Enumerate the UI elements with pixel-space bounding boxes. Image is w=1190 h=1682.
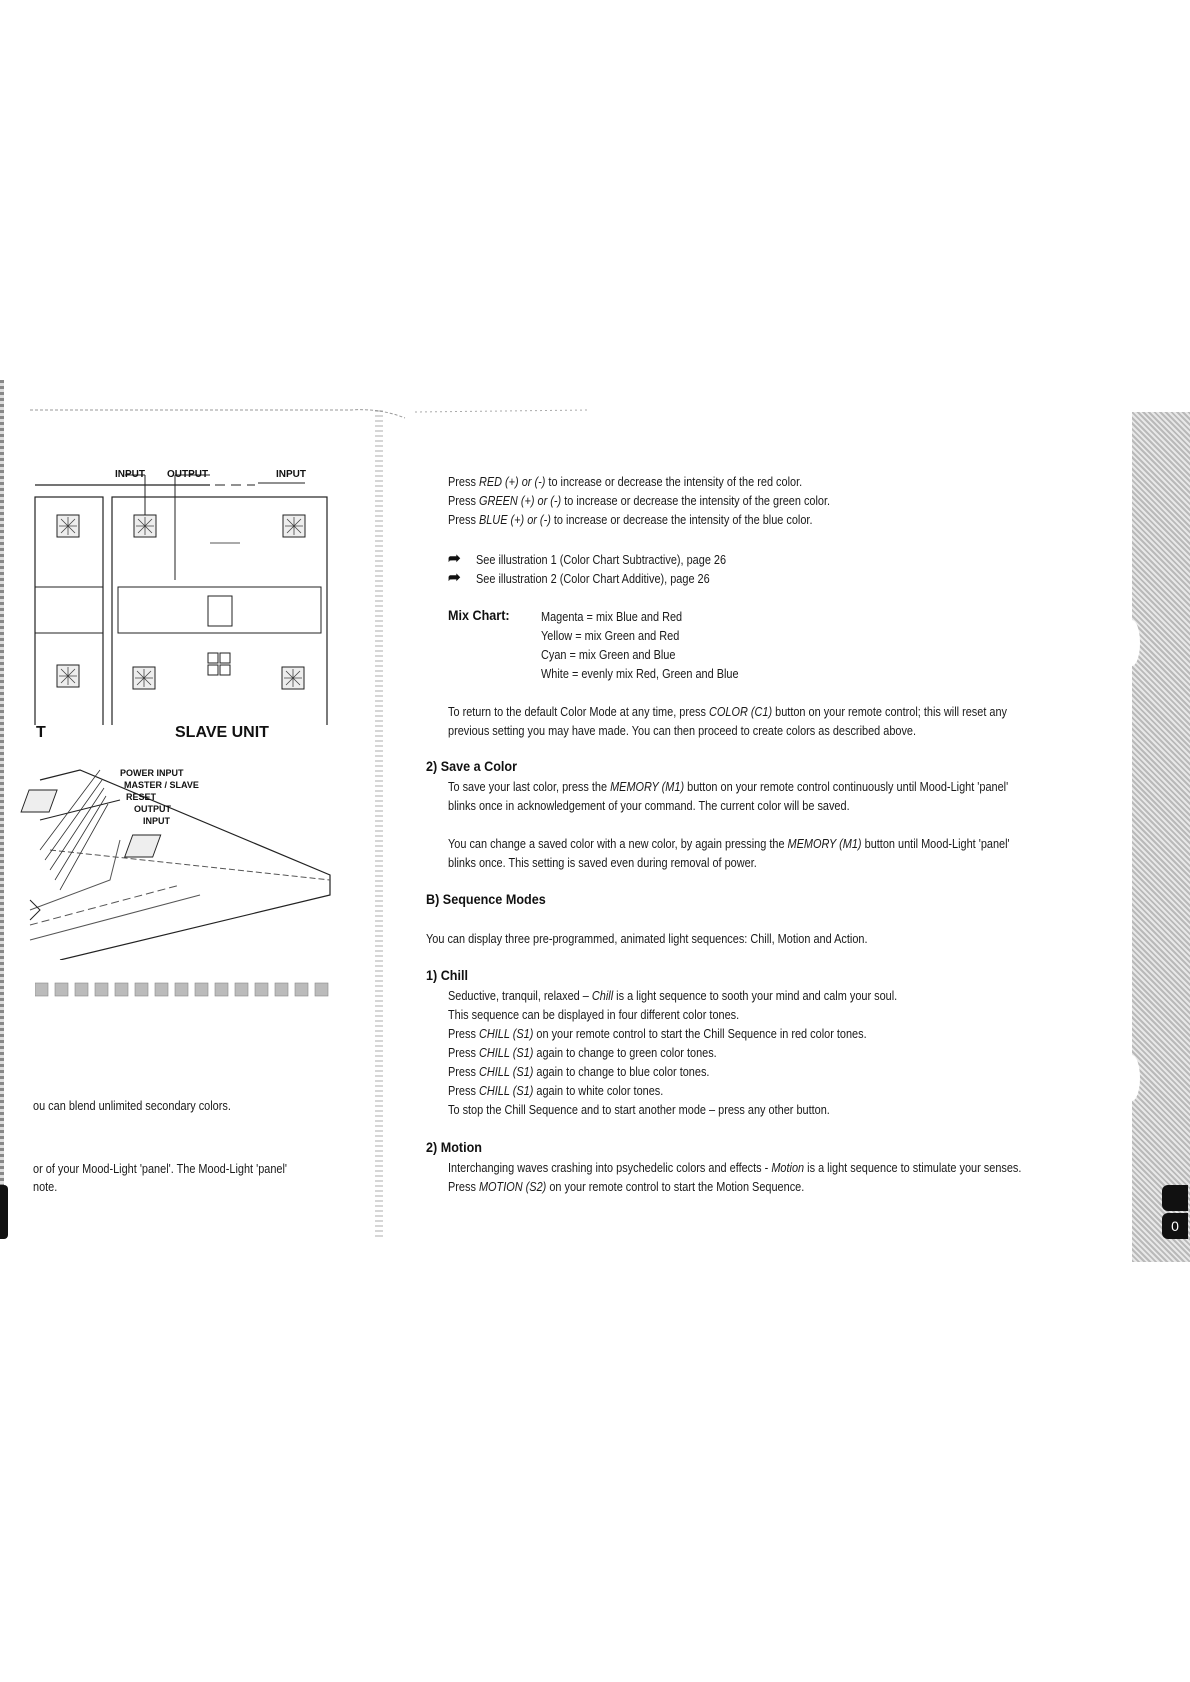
strip-notch-1	[1124, 620, 1140, 666]
chill-heading: 1) Chill	[426, 967, 469, 983]
panel-diagram-svg	[0, 455, 340, 725]
page-fold	[375, 410, 383, 1240]
motion-line: Press MOTION (S2) on your remote control to start the Motion Sequence.	[448, 1179, 805, 1194]
mix-item: Magenta = mix Blue and Red	[541, 609, 683, 624]
label-input-lower: INPUT	[143, 816, 170, 826]
sequence-intro: You can display three pre-programmed, animated light sequences: Chill, Motion and Action.	[426, 931, 868, 946]
label-input-left: INPUT	[115, 469, 145, 480]
mix-item: Cyan = mix Green and Blue	[541, 647, 676, 662]
label-output: OUTPUT	[167, 469, 209, 480]
chill-line: Press CHILL (S1) on your remote control to start the Chill Sequence in red color tones.	[448, 1026, 867, 1041]
save-paragraph-line1: To save your last color, press the MEMORY (M1) button on your remote control continuously until Mood-Light 'panel'	[448, 779, 1009, 794]
mix-item: Yellow = mix Green and Red	[541, 628, 680, 643]
return-paragraph-line1: To return to the default Color Mode at any time, press COLOR (C1) button on your remote control; this will reset any	[448, 704, 1008, 719]
label-input-right: INPUT	[276, 469, 306, 480]
see-illustration-1: See illustration 1 (Color Chart Subtractive), page 26	[476, 552, 727, 567]
icon-row	[35, 980, 335, 1000]
label-reset: RESET	[126, 792, 157, 802]
press-blue-line: Press BLUE (+) or (-) to increase or decrease the intensity of the blue color.	[448, 512, 813, 527]
press-green-line: Press GREEN (+) or (-) to increase or decrease the intensity of the green color.	[448, 493, 831, 508]
left-unit-title: T	[36, 724, 46, 741]
save-paragraph2-line1: You can change a saved color with a new color, by again pressing the MEMORY (M1) button until Mood-Light 'panel'	[448, 836, 1010, 851]
chill-line: This sequence can be displayed in four different color tones.	[448, 1007, 740, 1022]
left-text-3: note.	[33, 1179, 58, 1194]
chill-line: Press CHILL (S1) again to white color tones.	[448, 1083, 664, 1098]
motion-heading: 2) Motion	[426, 1139, 482, 1155]
save-paragraph-line2: blinks once in acknowledgement of your command. The current color will be saved.	[448, 798, 850, 813]
chill-line: Press CHILL (S1) again to change to green color tones.	[448, 1045, 717, 1060]
mix-item: White = evenly mix Red, Green and Blue	[541, 666, 739, 681]
arrow-icon: ➦	[448, 550, 461, 567]
chill-line: To stop the Chill Sequence and to start another mode – press any other button.	[448, 1102, 830, 1117]
chill-line: Seductive, tranquil, relaxed – Chill is a light sequence to sooth your mind and calm your soul.	[448, 988, 898, 1003]
right-thumb-strip	[1132, 412, 1190, 1262]
strip-notch-2	[1124, 1055, 1140, 1101]
press-red-line: Press RED (+) or (-) to increase or decrease the intensity of the red color.	[448, 474, 803, 489]
label-power-input: POWER INPUT	[120, 768, 184, 778]
mix-chart-label: Mix Chart:	[448, 607, 510, 623]
side-tab-top	[1162, 1185, 1188, 1211]
label-output-lower: OUTPUT	[134, 804, 171, 814]
perspective-diagram-svg	[0, 760, 340, 960]
slave-unit-title: SLAVE UNIT	[175, 724, 269, 741]
top-rule	[30, 400, 590, 420]
label-master-slave: MASTER / SLAVE	[124, 780, 199, 790]
chill-line: Press CHILL (S1) again to change to blue color tones.	[448, 1064, 710, 1079]
save-color-heading: 2) Save a Color	[426, 758, 518, 774]
side-tab-label: 0	[1162, 1213, 1188, 1239]
left-text-2: or of your Mood-Light 'panel'. The Mood-Light 'panel'	[33, 1161, 287, 1176]
save-paragraph2-line2: blinks once. This setting is saved even during removal of power.	[448, 855, 757, 870]
left-tab-fragment	[0, 1185, 8, 1239]
motion-line: Interchanging waves crashing into psychedelic colors and effects - Motion is a light sequence to stimulate your senses.	[448, 1160, 1022, 1175]
arrow-icon: ➦	[448, 569, 461, 586]
left-text-1: ou can blend unlimited secondary colors.	[33, 1098, 231, 1113]
sequence-modes-heading: B) Sequence Modes	[426, 891, 546, 907]
see-illustration-2: See illustration 2 (Color Chart Additive), page 26	[476, 571, 710, 586]
return-paragraph-line2: previous setting you may have made. You can then proceed to create colors as described above.	[448, 723, 917, 738]
